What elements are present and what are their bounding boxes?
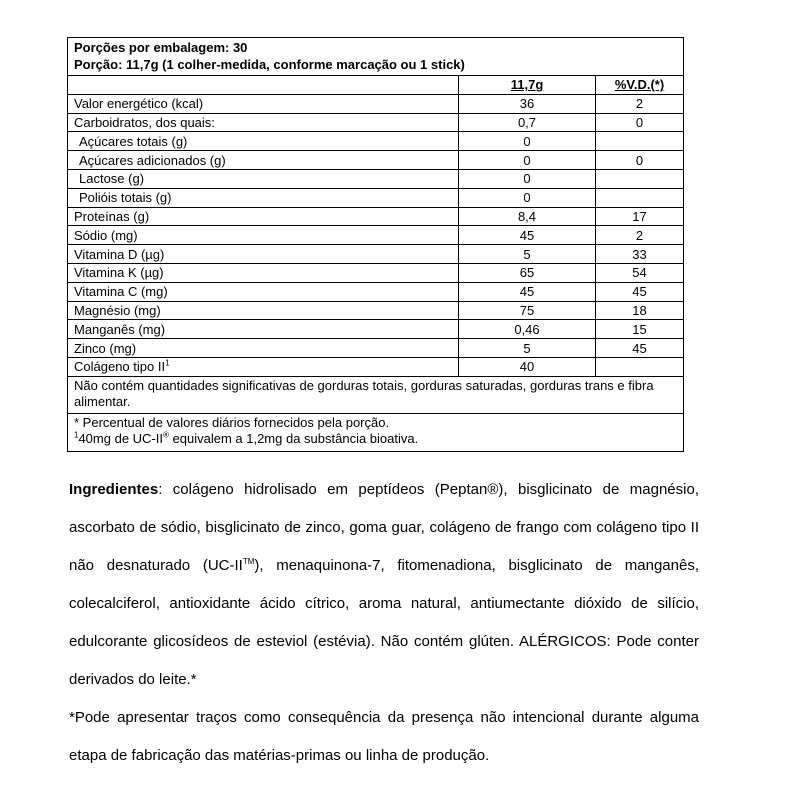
table-footnotes: [68, 413, 683, 451]
nutrient-grid: [68, 76, 683, 376]
table-row: [68, 282, 683, 301]
nutrient-amount: 0: [459, 132, 596, 151]
nutrient-amount: 0: [459, 169, 596, 188]
column-header-row: [68, 76, 683, 94]
column-header-dv: %V.D.(*): [596, 76, 684, 94]
nutrient-dv: 2: [596, 226, 684, 245]
table-header: [68, 38, 683, 76]
nutrient-name: Zinco (mg): [68, 339, 459, 358]
nutrient-name: Vitamina K (µg): [68, 263, 459, 282]
nutrient-amount: 65: [459, 263, 596, 282]
table-row: [68, 339, 683, 358]
ingredients-section: [69, 471, 699, 775]
nutrient-name: Sódio (mg): [68, 226, 459, 245]
nutrient-dv: [596, 132, 684, 151]
column-header-nutrient: [68, 76, 459, 94]
trace-note: *Pode apresentar traços como consequência da presença não intencional durante alguma etapa de fabricação das matérias-primas ou linha de produção.: [69, 709, 699, 764]
nutrient-dv: 0: [596, 113, 684, 132]
nutrient-dv: 0: [596, 151, 684, 170]
nutrition-table: [67, 37, 684, 452]
nutrient-amount: 45: [459, 282, 596, 301]
nutrient-name: Açúcares adicionados (g): [68, 151, 459, 170]
nutrient-dv: 45: [596, 282, 684, 301]
nutrient-name: Magnésio (mg): [68, 301, 459, 320]
footnote-dv: * Percentual de valores diários fornecidos pela porção.: [74, 414, 390, 430]
nutrient-name: Carboidratos, dos quais:: [68, 113, 459, 132]
footnote-marker: 1: [74, 430, 79, 440]
table-row: [68, 301, 683, 320]
table-row: [68, 320, 683, 339]
column-header-amount: 11,7g: [459, 76, 596, 94]
nutrient-amount: 36: [459, 94, 596, 113]
table-row: [68, 245, 683, 264]
servings-per-package: Porções por embalagem: 30: [74, 40, 248, 55]
ingredients-label: Ingredientes: [69, 481, 159, 498]
nutrient-name: Manganês (mg): [68, 320, 459, 339]
nutrient-name: Vitamina D (µg): [68, 245, 459, 264]
trademark-mark: TM: [242, 557, 255, 566]
nutrient-amount: 0: [459, 151, 596, 170]
registered-mark: ®: [163, 430, 169, 440]
nutrient-dv: 54: [596, 263, 684, 282]
nutrient-name: Vitamina C (mg): [68, 282, 459, 301]
nutrient-amount: 75: [459, 301, 596, 320]
nutrient-dv: 17: [596, 207, 684, 226]
table-row: [68, 357, 683, 375]
table-row: [68, 169, 683, 188]
not-significant-note: Não contém quantidades significativas de gorduras totais, gorduras saturadas, gorduras trans e fibra alimentar.: [68, 376, 683, 413]
nutrient-amount: 8,4: [459, 207, 596, 226]
nutrient-name: Lactose (g): [68, 169, 459, 188]
nutrient-dv: 2: [596, 94, 684, 113]
table-row: [68, 226, 683, 245]
nutrient-name: Proteínas (g): [68, 207, 459, 226]
nutrient-dv: 18: [596, 301, 684, 320]
table-row: [68, 94, 683, 113]
nutrient-dv: 15: [596, 320, 684, 339]
table-row: [68, 188, 683, 207]
table-row: [68, 132, 683, 151]
nutrient-dv: 45: [596, 339, 684, 358]
nutrient-amount: 0,7: [459, 113, 596, 132]
nutrient-amount: 0: [459, 188, 596, 207]
table-row: [68, 263, 683, 282]
serving-size: Porção: 11,7g (1 colher-medida, conforme marcação ou 1 stick): [74, 57, 465, 72]
table-row: [68, 207, 683, 226]
nutrient-dv: [596, 169, 684, 188]
table-row: [68, 113, 683, 132]
nutrient-name: Açúcares totais (g): [68, 132, 459, 151]
footnote-ucii: $^1$40mg de UC-II® equivalem a 1,2mg da substância bioativa.: [74, 430, 419, 447]
nutrient-name: Colágeno tipo $II^1$: [68, 357, 459, 375]
table-row: [68, 151, 683, 170]
nutrient-amount: 5: [459, 245, 596, 264]
nutrient-dv: 33: [596, 245, 684, 264]
nutrient-name: Polióis totais (g): [68, 188, 459, 207]
nutrient-name: Valor energético (kcal): [68, 94, 459, 113]
nutrient-dv: [596, 357, 684, 375]
nutrient-amount: 40: [459, 357, 596, 375]
nutrient-rows: [68, 94, 683, 375]
nutrient-amount: 5: [459, 339, 596, 358]
nutrient-amount: 0,46: [459, 320, 596, 339]
ingredients-paragraph: Ingredientes: colágeno hidrolisado em peptídeos (Peptan®), bisglicinato de magnésio, ascorbato de sódio, bisglicinato de zinco, goma guar, colágeno de frango com colágeno tipo II não desnaturado (UC-II™), menaquinona-7, fitomenadiona, bisglicinato de manganês, colecalciferol, antioxidante ácido cítrico, aroma natural, antiumectante dióxido de silício, edulcorante glicosídeos de esteviol (estévia). Não contém glúten. ALÉRGICOS: Pode conter derivados do leite.*: [69, 481, 699, 688]
nutrient-amount: 45: [459, 226, 596, 245]
nutrient-dv: [596, 188, 684, 207]
